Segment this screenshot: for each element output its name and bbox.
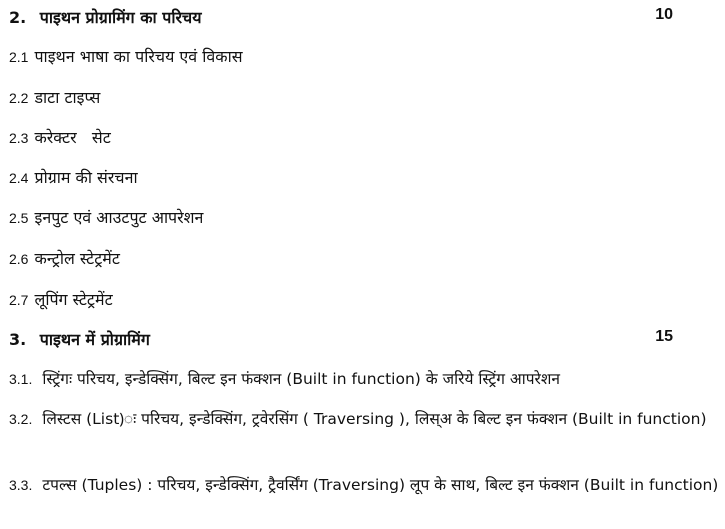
topic-item	[9, 45, 243, 67]
section-heading	[9, 6, 679, 28]
topic-number: 2.5	[9, 210, 29, 226]
topic-text: इनपुट एवं आउटपुट आपरेशन	[34, 208, 204, 227]
topic-number: 3.1.	[9, 371, 33, 387]
topic-item	[9, 407, 721, 432]
section-title: पाइथन प्रोग्रामिंग का परिचय	[39, 8, 202, 27]
topic-item	[9, 126, 111, 148]
section-number: 2.	[9, 8, 27, 27]
topic-number: 2.6	[9, 251, 29, 267]
topic-text: लिस्टस (List)ः परिचय, इन्डेक्सिंग, ट्रवेरसिंग ( Traversing ), लिस्अ के बिल्ट इन फंक्शन (Built in function)	[42, 410, 707, 428]
topic-number: 2.4	[9, 170, 29, 186]
topic-item	[9, 206, 203, 228]
topic-text: लूपिंग स्टेट्रमेंट	[34, 290, 113, 309]
topic-number: 2.3	[9, 130, 29, 146]
topic-item	[9, 86, 100, 108]
topic-number: 2.2	[9, 90, 29, 106]
topic-number: 3.3.	[9, 477, 33, 493]
topic-number: 2.1	[9, 49, 29, 65]
topic-text: प्रोग्राम की संरचना	[34, 168, 138, 187]
section-heading	[9, 328, 679, 350]
topic-item	[9, 367, 721, 392]
topic-item	[9, 288, 113, 310]
topic-text: करेक्टर सेट	[34, 128, 111, 147]
topic-text: पाइथन भाषा का परिचय एवं विकास	[34, 47, 243, 66]
section-number: 3.	[9, 330, 27, 349]
topic-number: 2.7	[9, 292, 29, 308]
topic-number: 3.2.	[9, 411, 33, 427]
topic-text: टपल्स (Tuples) : परिचय, इन्डेक्सिंग, ट्रैवर्सिंग (Traversing) लूप के साथ, बिल्ट इन फंक्शन (Built in function)	[42, 476, 719, 494]
topic-text: कन्ट्रोल स्टेट्रमेंट	[34, 249, 120, 268]
section-title: पाइथन में प्रोग्रामिंग	[39, 330, 150, 349]
topic-text: डाटा टाइप्स	[34, 88, 101, 107]
topic-item	[9, 473, 721, 498]
topic-item	[9, 166, 138, 188]
topic-item	[9, 247, 120, 269]
section-marks: 15	[655, 328, 673, 345]
topic-text: स्ट्रिंगः परिचय, इन्डेक्सिंग, बिल्ट इन फंक्शन (Built in function) के जरिये स्ट्रिंग आपरेशन	[42, 370, 560, 388]
section-marks: 10	[655, 6, 673, 23]
